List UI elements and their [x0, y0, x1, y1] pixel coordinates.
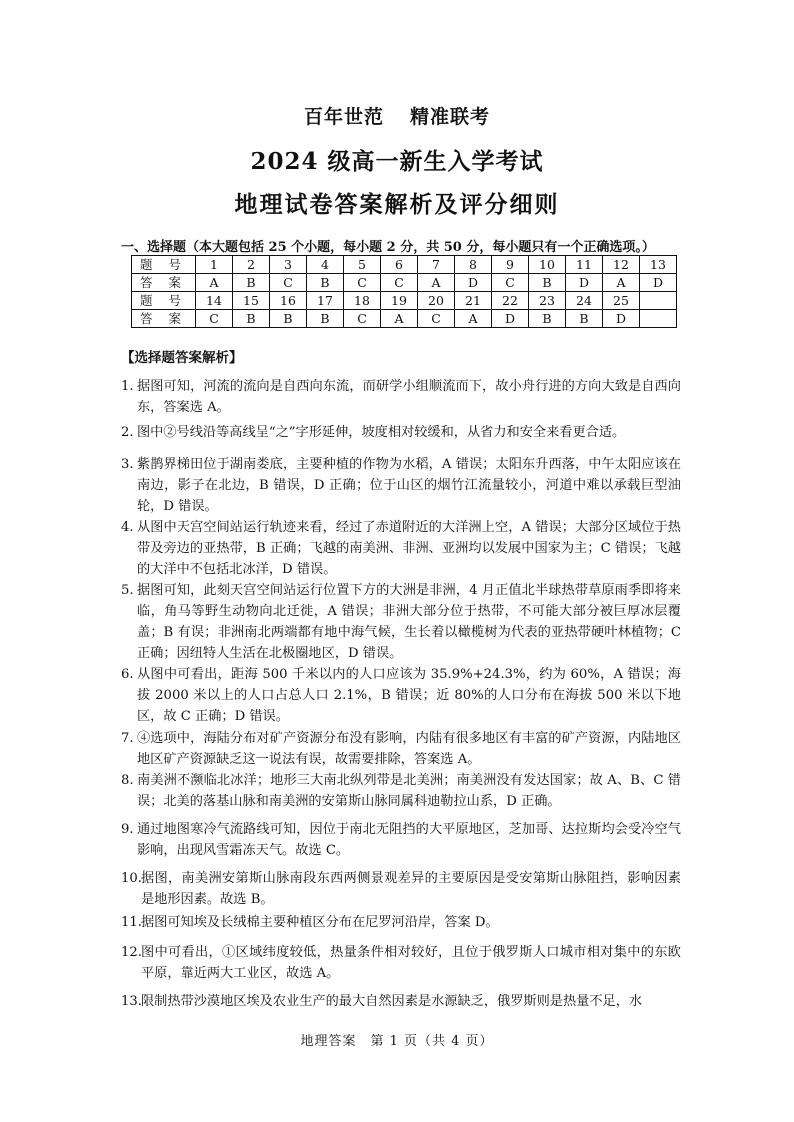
table-cell: A: [196, 274, 233, 292]
analysis-item: [121, 991, 681, 1012]
row-label: 答 案: [132, 274, 196, 292]
analysis-item: [121, 819, 681, 861]
table-cell: 1: [196, 256, 233, 274]
table-cell: 23: [529, 292, 566, 310]
item-number: 11.: [121, 915, 142, 930]
table-cell: 25: [603, 292, 640, 310]
table-cell: D: [640, 274, 677, 292]
table-cell: 12: [603, 256, 640, 274]
organizer-left: 百年世范: [303, 106, 384, 128]
organizer-title: [0, 102, 794, 129]
table-cell: [640, 310, 677, 328]
table-cell: B: [307, 274, 344, 292]
table-cell: B: [529, 310, 566, 328]
analysis-item: [121, 580, 681, 664]
table-cell: 18: [344, 292, 381, 310]
table-cell: 11: [566, 256, 603, 274]
table-cell: D: [492, 310, 529, 328]
table-cell: C: [196, 310, 233, 328]
table-cell: 3: [270, 256, 307, 274]
table-cell: B: [270, 310, 307, 328]
item-number: 9.: [121, 822, 134, 837]
table-cell: A: [455, 310, 492, 328]
table-cell: A: [381, 310, 418, 328]
item-text: 据图可知埃及长绒棉主要种植区分布在尼罗河沿岸，答案 D。: [141, 915, 499, 930]
table-cell: 14: [196, 292, 233, 310]
table-cell: A: [603, 274, 640, 292]
table-cell: C: [418, 310, 455, 328]
table-cell: 21: [455, 292, 492, 310]
table-cell: 13: [640, 256, 677, 274]
analysis-item: [121, 728, 681, 770]
table-cell: 16: [270, 292, 307, 310]
table-cell: D: [455, 274, 492, 292]
table-cell: D: [566, 274, 603, 292]
analysis-item: [121, 664, 681, 727]
analysis-item: [121, 422, 681, 443]
table-cell: 20: [418, 292, 455, 310]
item-number: 1.: [121, 379, 134, 394]
item-number: 12.: [121, 945, 142, 960]
exam-title: 2024 级高一新生入学考试: [250, 148, 544, 175]
row-label: 题 号: [132, 256, 196, 274]
table-cell: B: [307, 310, 344, 328]
table-cell: 17: [307, 292, 344, 310]
item-number: 2.: [121, 425, 134, 440]
row-label: 答 案: [132, 310, 196, 328]
table-cell: 2: [233, 256, 270, 274]
table-cell: [640, 292, 677, 310]
analysis-item: [121, 376, 681, 418]
answer-row: [132, 310, 677, 328]
table-cell: 4: [307, 256, 344, 274]
table-cell: 9: [492, 256, 529, 274]
table-cell: 7: [418, 256, 455, 274]
item-text: 限制热带沙漠地区埃及农业生产的最大自然因素是水源缺乏，俄罗斯则是热量不足，水: [141, 994, 643, 1009]
table-cell: C: [492, 274, 529, 292]
item-number: 13.: [121, 994, 142, 1009]
item-number: 8.: [121, 773, 134, 788]
analysis-item: [121, 770, 681, 812]
table-cell: 22: [492, 292, 529, 310]
answer-key-table: [131, 255, 677, 328]
table-cell: C: [270, 274, 307, 292]
item-text: 从图中可看出，距海 500 千米以内的人口应该为 35.9%+24.3%，约为 60%，A 错误；海拔 2000 米以上的人口占总人口 2.1%，B 错误；近 80%的人口分布在海拔 500 米以下地区，故 C 正确；D 错误。: [137, 667, 681, 724]
item-text: 据图可知，此刻天宫空间站运行位置下方的大洲是非洲，4 月正值北半球热带草原雨季即将来临，角马等野生动物向北迁徙，A 错误；非洲大部分位于热带，不可能大部分被巨厚冰层覆盖；B 有误；非洲南北两端都有地中海气候，生长着以橄榄树为代表的亚热带硬叶林植物；C 正确；因纽特人生活在北极圈地区，D 错误。: [137, 583, 681, 661]
item-text: 通过地图寒冷气流路线可知，因位于南北无阻挡的大平原地区，芝加哥、达拉斯均会受冷空气影响，出现风雪霜冻天气。故选 C。: [137, 822, 681, 858]
item-text: ④选项中，海陆分布对矿产资源分布没有影响，内陆有很多地区有丰富的矿产资源，内陆地区地区矿产资源缺乏这一说法有误，故需要排除，答案选 A。: [137, 731, 681, 767]
section-heading-choice: 一、选择题（本大题包括 25 个小题，每小题 2 分，共 50 分，每小题只有一个正确选项。）: [121, 240, 655, 255]
table-cell: 6: [381, 256, 418, 274]
item-number: 6.: [121, 667, 134, 682]
table-cell: 15: [233, 292, 270, 310]
page-footer: 地理答案 第 1 页（共 4 页）: [300, 1034, 494, 1049]
item-text: 从图中天宫空间站运行轨迹来看，经过了赤道附近的大洋洲上空，A 错误；大部分区域位于热带及旁边的亚热带，B 正确；飞越的南美洲、非洲、亚洲均以发展中国家为主；C 错误；飞越的大洋中不包括北冰洋，D 错误。: [137, 520, 681, 577]
item-text: 紫鹊界梯田位于湖南娄底，主要种植的作物为水稻，A 错误；太阳东升西落，中午太阳应该在南边，影子在北边，B 错误，D 正确；位于山区的烟竹江流量较小，河道中难以承载巨型油轮，D 错误。: [137, 457, 681, 514]
table-cell: 24: [566, 292, 603, 310]
table-cell: C: [344, 310, 381, 328]
document-title: 地理试卷答案解析及评分细则: [234, 191, 560, 218]
table-cell: 5: [344, 256, 381, 274]
table-cell: D: [603, 310, 640, 328]
item-number: 4.: [121, 520, 134, 535]
analysis-item: [121, 868, 681, 910]
table-cell: B: [566, 310, 603, 328]
table-cell: B: [233, 274, 270, 292]
table-cell: A: [418, 274, 455, 292]
table-cell: 10: [529, 256, 566, 274]
question-number-row: [132, 256, 677, 274]
item-number: 10.: [121, 871, 142, 886]
table-cell: 19: [381, 292, 418, 310]
analysis-item: [121, 912, 681, 933]
table-cell: B: [233, 310, 270, 328]
item-number: 7.: [121, 731, 134, 746]
item-text: 图中可看出，①区域纬度较低，热量条件相对较好，且位于俄罗斯人口城市相对集中的东欧平原，靠近两大工业区，故选 A。: [141, 945, 681, 981]
analysis-item: [121, 517, 681, 580]
analysis-item: [121, 454, 681, 517]
item-text: 据图，南美洲安第斯山脉南段东西两侧景观差异的主要原因是受安第斯山脉阻挡，影响因素是地形因素。故选 B。: [141, 871, 681, 907]
organizer-right: 精准联考: [410, 106, 491, 128]
table-cell: 8: [455, 256, 492, 274]
row-label: 题 号: [132, 292, 196, 310]
item-text: 图中②号线沿等高线呈“之”字形延伸，坡度相对较缓和，从省力和安全来看更合适。: [137, 425, 626, 440]
item-number: 5.: [121, 583, 134, 598]
table-cell: C: [344, 274, 381, 292]
table-cell: B: [529, 274, 566, 292]
analysis-heading: 【选择题答案解析】: [121, 350, 243, 366]
item-number: 3.: [121, 457, 134, 472]
item-text: 据图可知，河流的流向是自西向东流，而研学小组顺流而下，故小舟行进的方向大致是自西向东，答案选 A。: [137, 379, 681, 415]
question-number-row: [132, 292, 677, 310]
answer-row: [132, 274, 677, 292]
analysis-item: [121, 942, 681, 984]
item-text: 南美洲不濒临北冰洋；地形三大南北纵列带是北美洲；南美洲没有发达国家；故 A、B、C 错误；北美的落基山脉和南美洲的安第斯山脉同属科迪勒拉山系，D 正确。: [137, 773, 681, 809]
table-cell: C: [381, 274, 418, 292]
